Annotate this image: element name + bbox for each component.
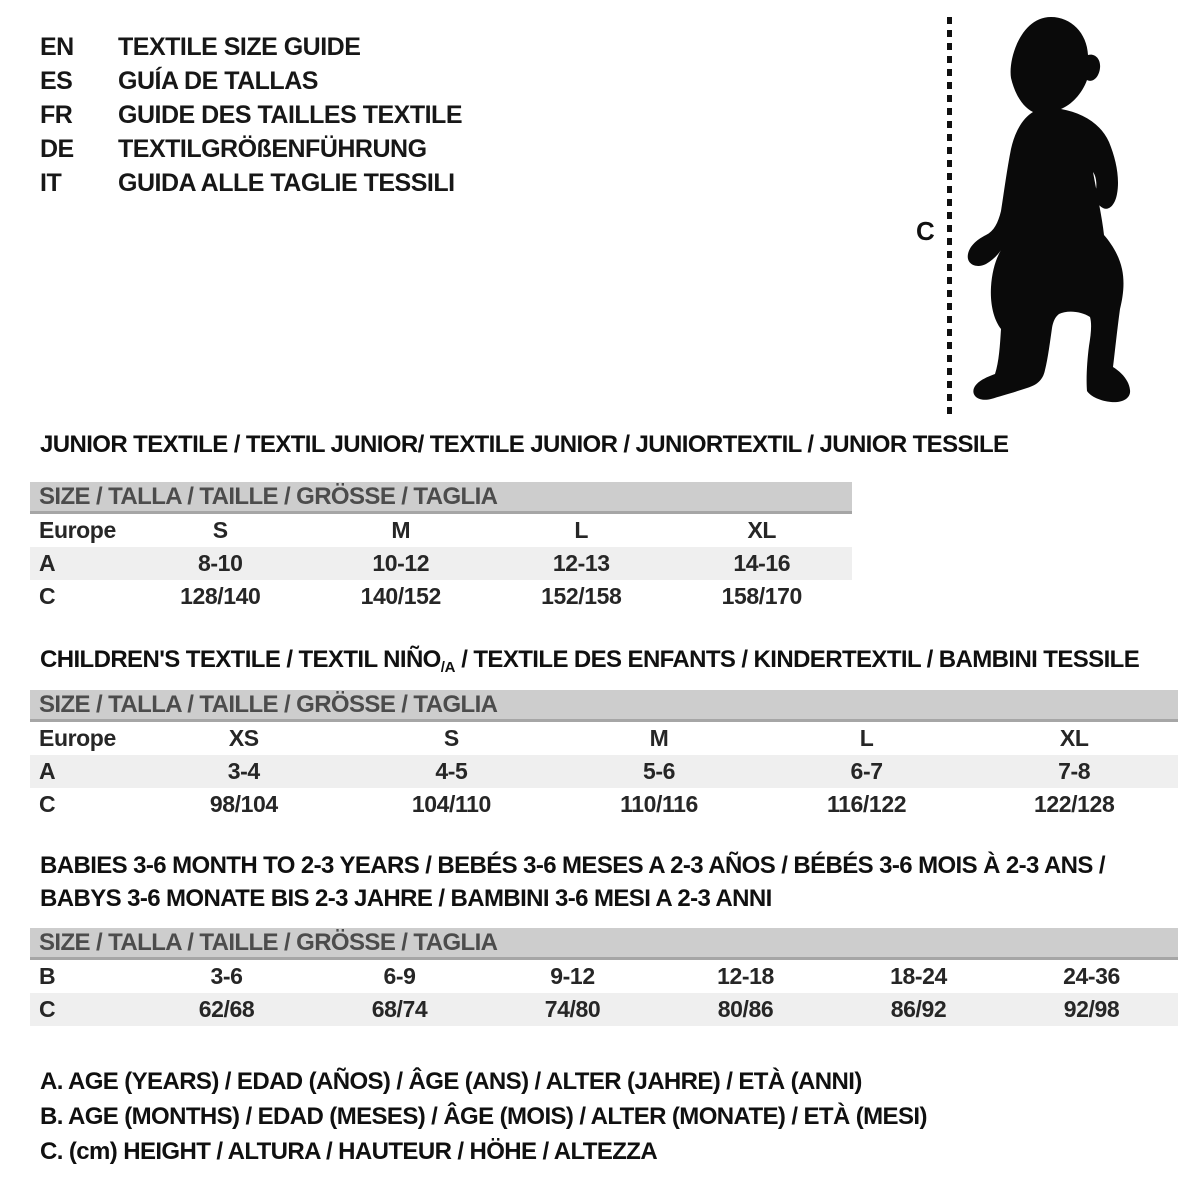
children-size-table [30,690,1178,821]
size-header-bar: SIZE / TALLA / TAILLE / GRÖSSE / TAGLIA [30,482,852,514]
age-cell: 3-6 [210,963,243,989]
height-cell: 122/128 [1034,791,1115,817]
row-label: Europe [39,725,116,751]
height-cell: 116/122 [827,791,907,817]
language-code: ES [40,66,73,95]
age-cell: 24-36 [1063,963,1120,989]
size-cell: L [859,725,874,751]
size-header-bar: SIZE / TALLA / TAILLE / GRÖSSE / TAGLIA [30,690,1178,722]
measure-legend [40,1064,927,1169]
age-cell: 10-12 [372,550,430,576]
size-cell: S [443,725,459,751]
age-cell: 4-5 [435,758,468,784]
language-row-en [40,30,462,64]
junior-section-title: JUNIOR TEXTILE / TEXTIL JUNIOR/ TEXTILE JUNIOR / JUNIORTEXTIL / JUNIOR TESSILE [40,431,1009,458]
row-label: B [39,963,56,989]
children-title-subscript: /A [440,659,456,676]
age-cell: 14-16 [733,550,791,576]
measure-label-c: C [916,216,935,246]
size-cell: M [649,725,669,751]
row-label: C [39,791,56,817]
row-label: C [39,996,56,1022]
height-cell: 74/80 [544,996,601,1022]
children-section-title [40,646,1139,676]
height-cell: 104/110 [411,791,491,817]
age-cell: 7-8 [1058,758,1091,784]
height-cell: 80/86 [717,996,774,1022]
language-code: IT [40,168,62,197]
age-cell: 12-18 [717,963,774,989]
baby-silhouette-icon [963,15,1145,417]
size-cell: L [574,517,589,543]
age-cell: 9-12 [550,963,595,989]
height-cell: 158/170 [721,583,802,609]
age-cell: 5-6 [642,758,675,784]
height-cell: 62/68 [198,996,255,1022]
age-cell: 3-4 [227,758,260,784]
height-cell: 128/140 [180,583,261,609]
height-cell: 86/92 [890,996,947,1022]
babies-section-title [40,849,1105,915]
height-cell: 98/104 [209,791,278,817]
size-cell: XL [1059,725,1089,751]
table-row-height [30,788,1178,821]
children-title-suffix: / TEXTILE DES ENFANTS / KINDERTEXTIL / BAMBINI TESSILE [455,646,1140,673]
language-label: TEXTILGRÖßENFÜHRUNG [118,134,427,163]
row-label: C [39,583,56,609]
age-cell: 6-7 [850,758,883,784]
table-row-age-months [30,960,1178,993]
row-label: A [39,758,56,784]
language-code: DE [40,134,74,163]
table-row-height [30,993,1178,1026]
row-label: A [39,550,56,576]
language-row-de [40,132,462,166]
size-cell: XL [747,517,777,543]
height-cell: 152/158 [541,583,622,609]
height-cell: 140/152 [360,583,441,609]
table-row-europe [30,722,1178,755]
children-title-prefix: CHILDREN'S TEXTILE / TEXTIL NIÑO [40,646,441,673]
table-row-age [30,755,1178,788]
language-list [40,30,462,200]
legend-line-b: B. AGE (MONTHS) / EDAD (MESES) / ÂGE (MOIS) / ALTER (MONATE) / ETÀ (MESI) [40,1102,927,1130]
table-row-europe [30,514,852,547]
language-code: FR [40,100,73,129]
language-label: GUIDA ALLE TAGLIE TESSILI [118,168,455,197]
height-cell: 92/98 [1063,996,1120,1022]
language-row-es [40,64,462,98]
legend-line-a: A. AGE (YEARS) / EDAD (AÑOS) / ÂGE (ANS) / ALTER (JAHRE) / ETÀ (ANNI) [40,1067,862,1095]
language-label: GUÍA DE TALLAS [118,66,318,95]
language-label: TEXTILE SIZE GUIDE [118,32,361,61]
age-cell: 8-10 [198,550,243,576]
babies-title-line2: BABYS 3-6 MONATE BIS 2-3 JAHRE / BAMBINI 3-6 MESI A 2-3 ANNI [40,885,772,912]
size-cell: S [212,517,228,543]
table-row-height [30,580,852,613]
legend-line-c: C. (cm) HEIGHT / ALTURA / HAUTEUR / HÖHE / ALTEZZA [40,1137,658,1165]
height-measure-dashed-line [947,17,952,417]
language-row-fr [40,98,462,132]
age-cell: 18-24 [890,963,947,989]
junior-size-table [30,482,852,613]
age-cell: 12-13 [552,550,610,576]
row-label: Europe [39,517,116,543]
height-cell: 110/116 [620,791,698,817]
babies-title-line1: BABIES 3-6 MONTH TO 2-3 YEARS / BEBÉS 3-6 MESES A 2-3 AÑOS / BÉBÉS 3-6 MOIS À 2-3 ANS / [40,852,1105,879]
size-header-bar: SIZE / TALLA / TAILLE / GRÖSSE / TAGLIA [30,928,1178,960]
language-row-it [40,166,462,200]
size-cell: XS [228,725,259,751]
language-code: EN [40,32,74,61]
babies-size-table [30,928,1178,1026]
language-label: GUIDE DES TAILLES TEXTILE [118,100,463,129]
table-row-age [30,547,852,580]
age-cell: 6-9 [383,963,416,989]
height-cell: 68/74 [371,996,428,1022]
size-cell: M [391,517,411,543]
